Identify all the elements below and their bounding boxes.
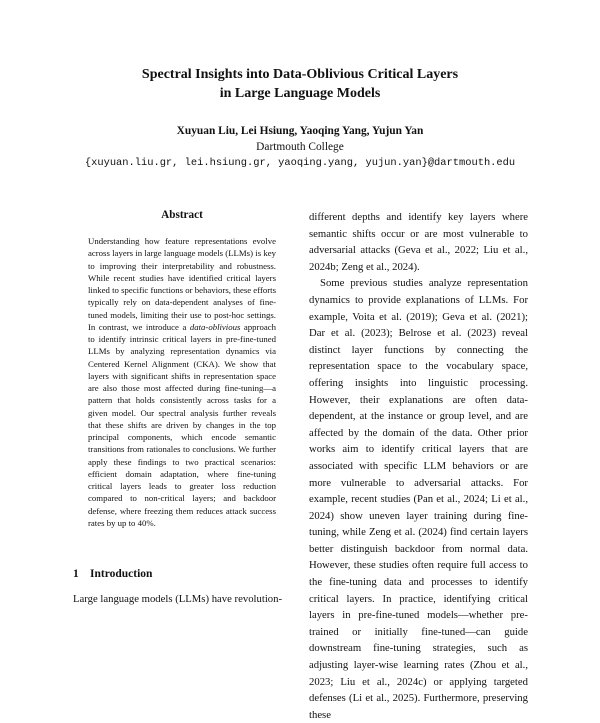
abstract-italic-term: data-oblivious xyxy=(189,321,241,332)
section-heading-introduction xyxy=(73,568,152,580)
paper-title xyxy=(0,65,600,103)
abstract-text-part-2: approach to identify intrinsic critical layers in pre-fine-tuned LLMs by analyzing representation dynamics via Centered Kernel Alignment (CKA). We show that layers with significant shifts in representation space are also those most affected during fine-tuning—a pattern that holds consistently across tasks for a given model. Our spectral analysis further reveals that these shifts are driven by changes in the top principal components, which encode semantic transitions from rationales to conclusions. We further apply these findings to two practical scenarios: efficient domain adaptation, where fine-tuning critical layers leads to greater loss reduction compared to non-critical layers; and backdoor defense, where freezing them reduces attack success rates by up to 40%. xyxy=(88,321,276,528)
right-column-paragraph-2: Some previous studies analyze representation dynamics to provide explanations of LLMs. For example, Voita et al. (2019); Geva et al. (2021); Dar et al. (2023); Belrose et al. (2023) reveal distinct layer functions by connecting the representation space to the vocabulary space, offering insights into linguistic processing. However, their explanations are often data-dependent, at the instance or group level, and are affected by the domain of the data. Other prior works aim to identify critical layers that are associated with specific LLM behaviors or are more vulnerable to adversarial attacks. For example, recent studies (Pan et al., 2024; Li et al., 2024) show uneven layer training during fine-tuning, while Zeng et al. (2024) find certain layers better distinguish backdoor from normal data. However, these studies often require full access to the fine-tuning data and processes to identify critical layers. In practice, identifying critical layers in pre-fine-tuned models—whether pre-trained or initially fine-tuned—can guide downstream fine-tuning strategies, such as adjusting layer-wise learning rates (Zhou et al., 2023; Liu et al., 2024c) or applying targeted defenses (Li et al., 2025). Furthermore, preserving these xyxy=(309,277,528,721)
abstract-text-part-1: Understanding how feature representations evolve across layers in large language models (LLMs) is key to improving their interpretability and robustness. While recent studies have identified critical layers linked to specific functions or behaviors, these efforts typically rely on data-dependent analyses of fine-tuned models, limiting their use to post-hoc settings. In contrast, we introduce a xyxy=(88,236,276,332)
abstract-body xyxy=(88,235,276,529)
affiliation: Dartmouth College xyxy=(256,141,344,153)
title-line-1: Spectral Insights into Data-Oblivious Critical Layers xyxy=(141,67,459,82)
author-emails: {xuyuan.liu.gr, lei.hsiung.gr, yaoqing.yang, yujun.yan}@dartmouth.edu xyxy=(84,157,516,169)
right-column-text xyxy=(309,209,528,721)
section-title: Introduction xyxy=(90,568,153,580)
author-block xyxy=(0,123,600,171)
abstract-heading: Abstract xyxy=(161,209,203,221)
author-names: Xuyuan Liu, Lei Hsiung, Yaoqing Yang, Yujun Yan xyxy=(176,125,424,137)
section-number: 1 xyxy=(73,568,79,580)
introduction-first-line: Large language models (LLMs) have revolution- xyxy=(73,593,283,605)
right-column-paragraph-1: different depths and identify key layers where semantic shifts occur or are most vulnerable to adversarial attacks (Geva et al., 2022; Liu et al., 2024b; Zeng et al., 2024). xyxy=(309,211,528,273)
title-line-2: in Large Language Models xyxy=(219,86,381,101)
